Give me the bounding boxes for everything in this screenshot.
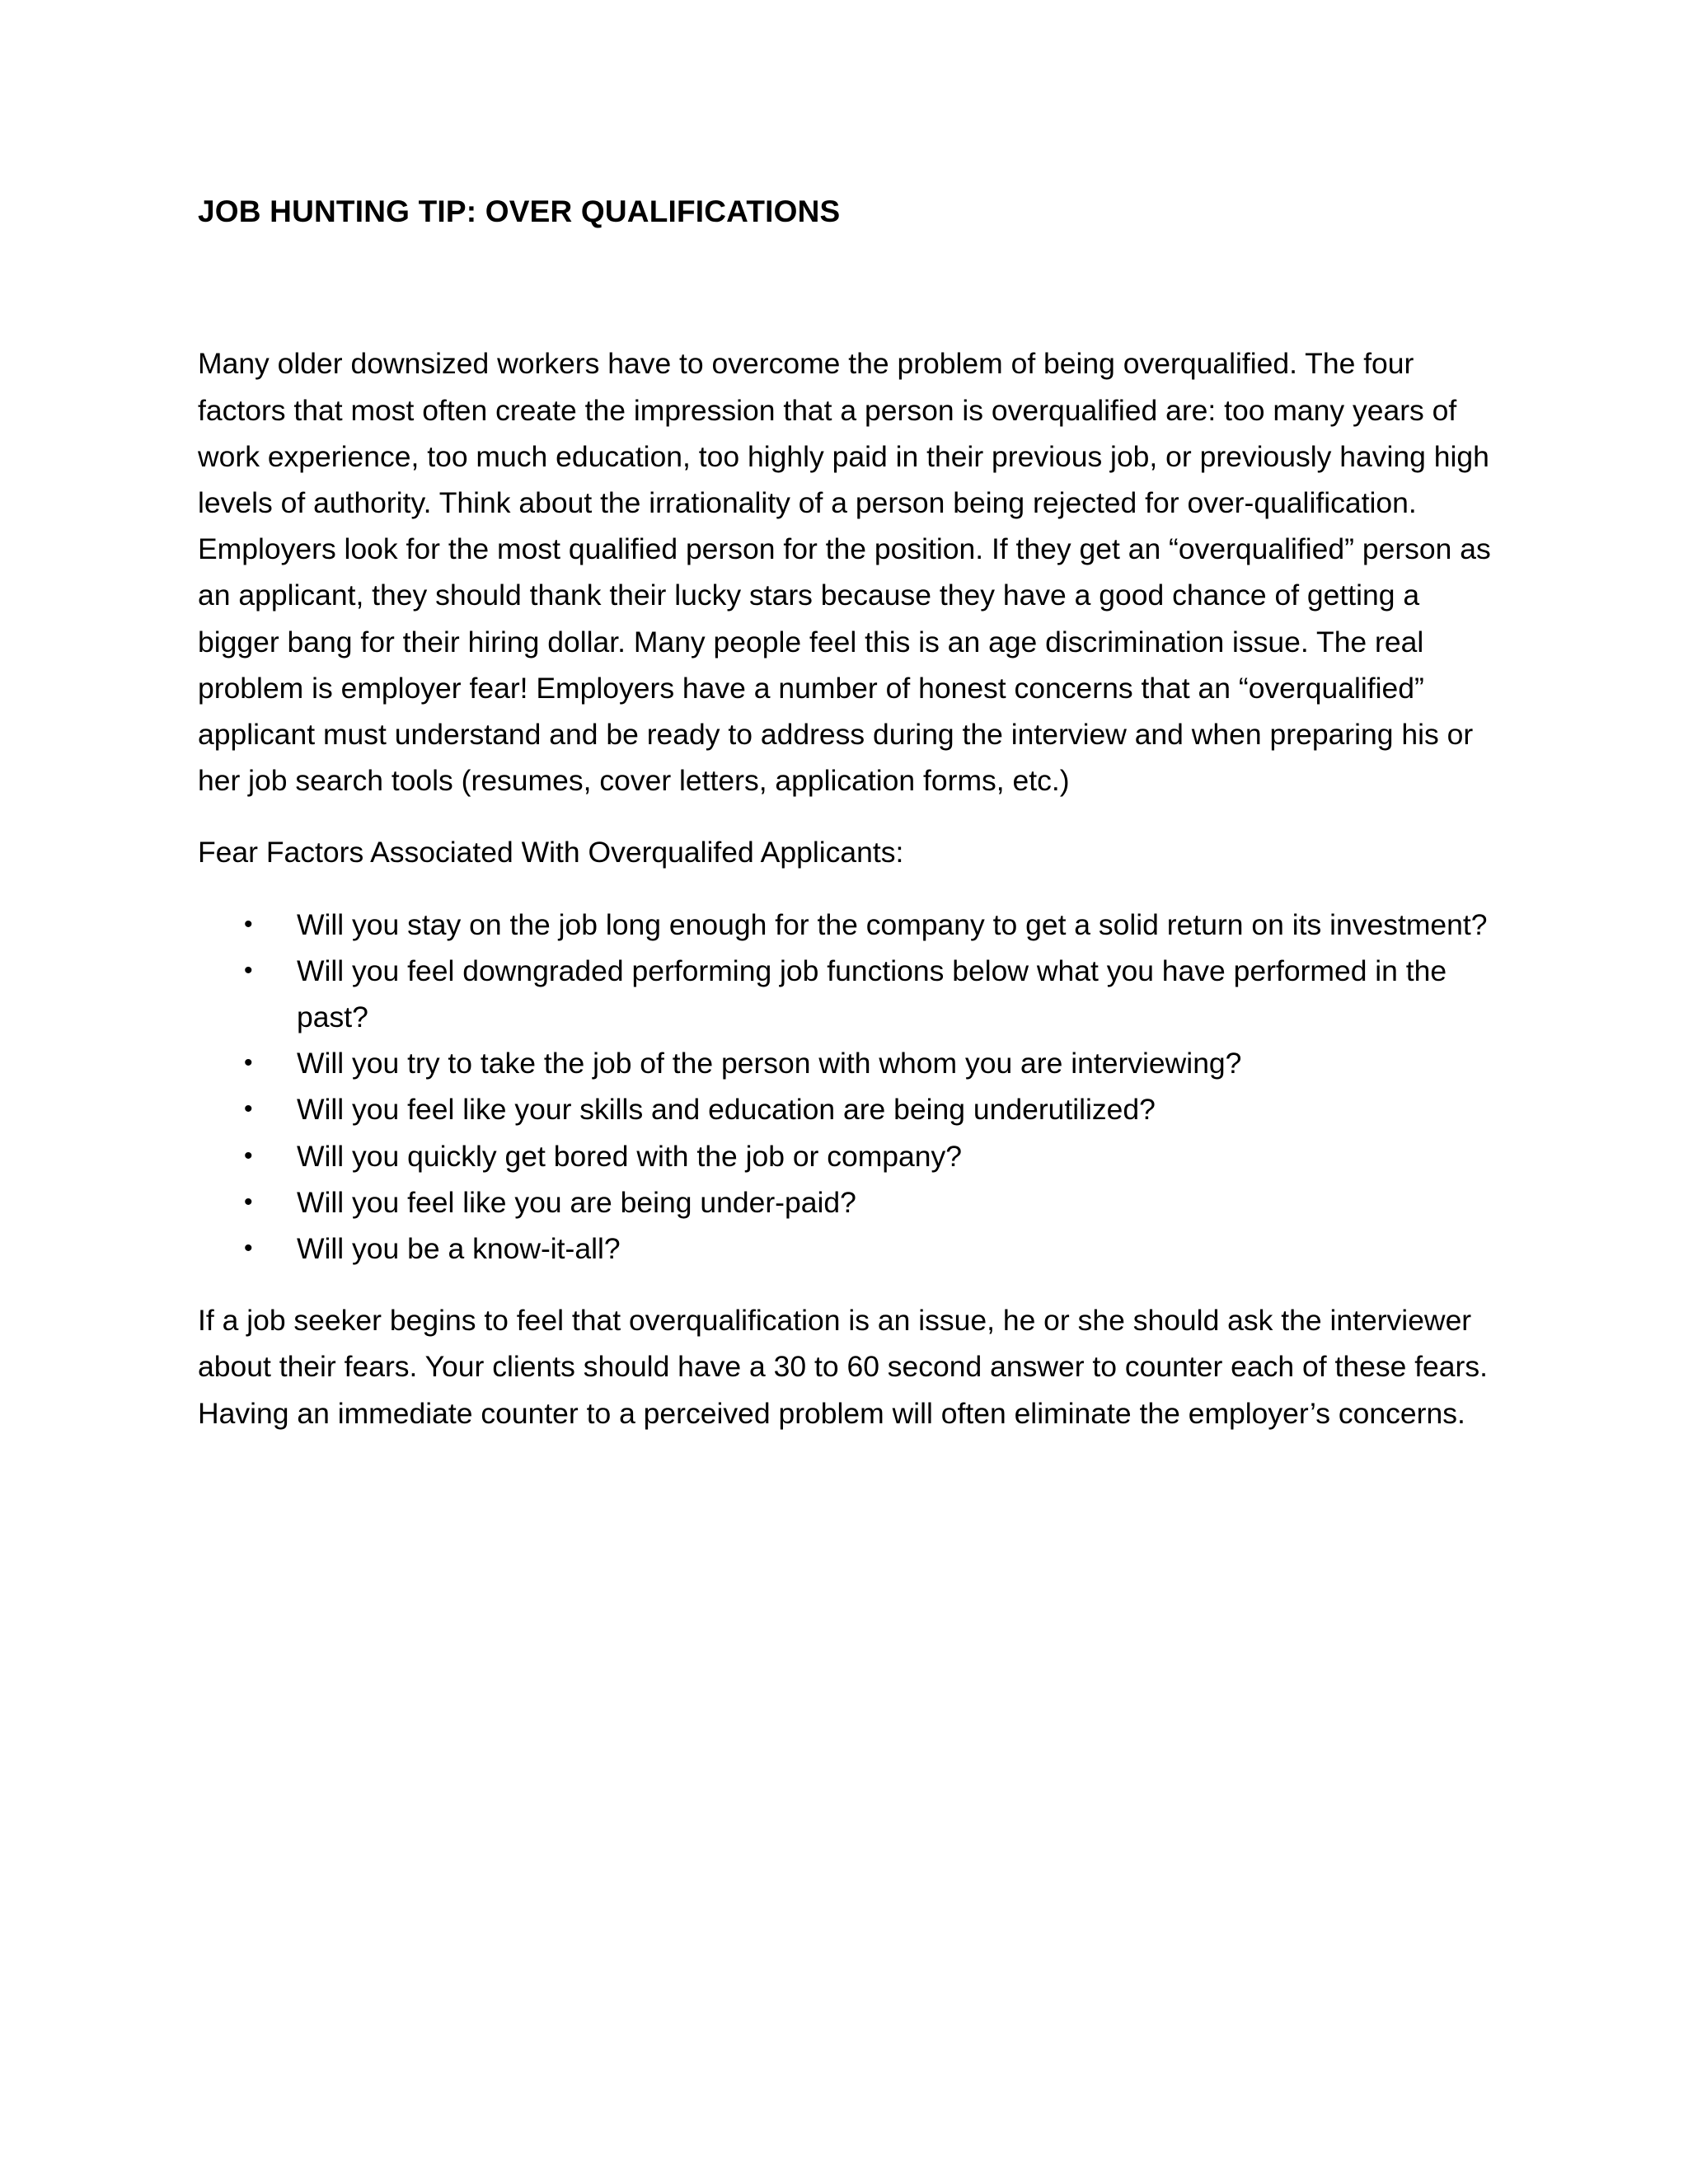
bullet-icon: • <box>244 910 253 938</box>
list-item-text: Will you feel like your skills and education are being underutilized? <box>297 1093 1156 1127</box>
list-item <box>198 1086 1500 1132</box>
bullet-icon: • <box>244 1095 253 1123</box>
document-title: JOB HUNTING TIP: OVER QUALIFICATIONS <box>198 194 841 228</box>
closing-paragraph: If a job seeker begins to feel that overqualification is an issue, he or she should ask the interviewer about their fears. Your clients should have a 30 to 60 second answer to counter each of these fears. Having an immediate counter to a perceived problem will often eliminate the employer’s concerns. <box>198 1304 1488 1430</box>
list-heading: Fear Factors Associated With Overqualifed Applicants: <box>198 836 904 869</box>
list-item <box>198 1040 1500 1086</box>
list-item <box>198 1179 1500 1226</box>
list-item <box>198 902 1500 948</box>
bullet-icon: • <box>244 1141 253 1169</box>
list-item <box>198 1226 1500 1272</box>
bullet-icon: • <box>244 1188 253 1216</box>
list-item-text: Will you quickly get bored with the job or company? <box>297 1139 963 1173</box>
bullet-icon: • <box>244 956 253 984</box>
list-item-text: Will you try to take the job of the person with whom you are interviewing? <box>297 1047 1242 1080</box>
bullet-icon: • <box>244 1049 253 1077</box>
list-item-text: Will you stay on the job long enough for the company to get a solid return on its investment? <box>297 907 1488 941</box>
list-item <box>198 948 1500 1040</box>
list-item-text: Will you be a know-it-all? <box>297 1232 621 1266</box>
list-item <box>198 1133 1500 1179</box>
bullet-icon: • <box>244 1235 253 1263</box>
list-item-text: Will you feel like you are being under-paid? <box>297 1185 856 1219</box>
list-item-text: Will you feel downgraded performing job functions below what you have performed in the past? <box>297 954 1447 1034</box>
intro-paragraph: Many older downsized workers have to overcome the problem of being overqualified. The four factors that most often create the impression that a person is overqualified are: too many years of work experience, too much education, too highly paid in their previous job, or previously having high levels of authority. Think about the irrationality of a person being rejected for over-qualification. Employers look for the most qualified person for the position. If they get an “overqualified” person as an applicant, they should thank their lucky stars because they have a good chance of getting a bigger bang for their hiring dollar. Many people feel this is an age discrimination issue. The real problem is employer fear! Employers have a number of honest concerns that an “overqualified” applicant must understand and be ready to address during the interview and when preparing his or her job search tools (resumes, cover letters, application forms, etc.) <box>198 347 1491 798</box>
fear-factors-list <box>198 902 1500 1272</box>
document-page <box>198 194 1500 1436</box>
